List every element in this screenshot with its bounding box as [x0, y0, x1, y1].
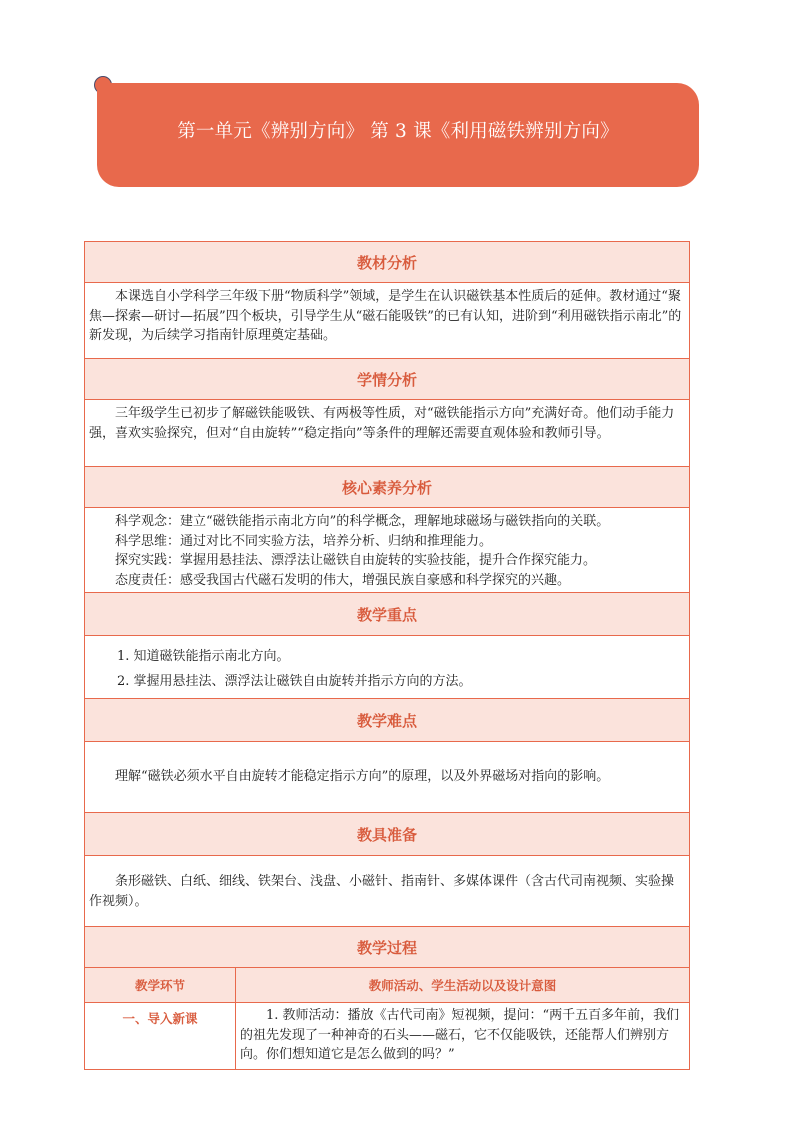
section-heading-textbook: 教材分析: [85, 242, 690, 283]
section-heading-process: 教学过程: [85, 927, 690, 968]
process-stage: 一、导入新课: [85, 1003, 236, 1070]
title-banner: [97, 83, 699, 187]
table-row: [85, 1003, 690, 1070]
column-header-stage: 教学环节: [85, 968, 236, 1003]
materials-text: 条形磁铁、白纸、细线、铁架台、浅盘、小磁针、指南针、多媒体课件（含古代司南视频、实验操作视频）。: [89, 874, 675, 909]
textbook-analysis-text: 本课选自小学科学三年级下册“物质科学”领域，是学生在认识磁铁基本性质后的延伸。教材通过“聚焦—探索—研讨—拓展”四个板块，引导学生从“磁石能吸铁”的已有认知，进阶到“利用磁铁指示南北”的新发现，为后续学习指南针原理奠定基础。: [89, 289, 682, 343]
column-header-activity: 教师活动、学生活动以及设计意图: [236, 968, 690, 1003]
section-heading-key-points: 教学重点: [85, 593, 690, 636]
difficulty-text: 理解“磁铁必须水平自由旋转才能稳定指示方向”的原理，以及外界磁场对指向的影响。: [115, 769, 610, 784]
student-analysis-text: 三年级学生已初步了解磁铁能吸铁、有两极等性质，对“磁铁能指示方向”充满好奇。他们动手能力强，喜欢实验探究，但对“自由旋转”“稳定指向”等条件的理解还需要直观体验和教师引导。: [89, 406, 675, 441]
section-heading-literacy: 核心素养分析: [85, 467, 690, 508]
literacy-line: 科学观念：建立“磁铁能指示南北方向”的科学概念，理解地球磁场与磁铁指向的关联。: [115, 514, 610, 529]
page-title: 第一单元《辨别方向》 第 3 课《利用磁铁辨别方向》: [177, 121, 619, 142]
literacy-line: 态度责任：感受我国古代磁石发明的伟大，增强民族自豪感和科学探究的兴趣。: [115, 572, 571, 588]
list-item: 2. 掌握用悬挂法、漂浮法让磁铁自由旋转并指示方向的方法。: [117, 674, 472, 689]
section-heading-materials: 教具准备: [85, 813, 690, 856]
section-heading-difficulty: 教学难点: [85, 699, 690, 742]
lesson-plan-table: [84, 241, 690, 1070]
process-activity: 1. 教师活动：播放《古代司南》短视频，提问：“两千五百多年前，我们的祖先发现了一种神奇的石头——磁石，它不仅能吸铁，还能帮人们辨别方向。你们想知道它是怎么做到的吗？”: [240, 1008, 680, 1062]
literacy-line: 探究实践：掌握用悬挂法、漂浮法让磁铁自由旋转的实验技能，提升合作探究能力。: [115, 553, 597, 568]
section-heading-students: 学情分析: [85, 359, 690, 400]
literacy-line: 科学思维：通过对比不同实验方法，培养分析、归纳和推理能力。: [115, 533, 493, 549]
list-item: 1. 知道磁铁能指示南北方向。: [117, 649, 290, 664]
